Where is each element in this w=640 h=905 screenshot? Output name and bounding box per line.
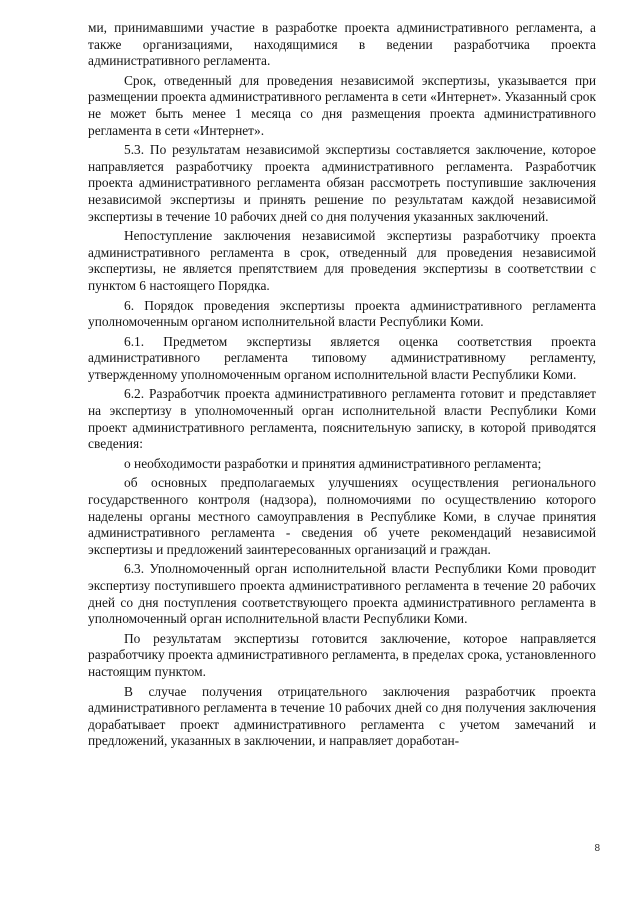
paragraph-expertise-term: Срок, отведенный для проведения независимой экспертизы, указывается при размещении проекта административного регламента в сети «Интернет». Указанный срок не может быть менее 1 месяца со дня размещения проекта административного регламента в сети «Интернет». bbox=[88, 72, 596, 138]
paragraph-6-2: 6.2. Разработчик проекта административного регламента готовит и представляет на экспертизу в уполномоченный орган исполнительной власти Республики Коми проект административного регламента, пояснительную записку, в которой приводятся сведения: bbox=[88, 386, 596, 452]
paragraph-6-3: 6.3. Уполномоченный орган исполнительной власти Республики Коми проводит экспертизу поступившего проекта административного регламента в течение 20 рабочих дней со дня поступления соответствующего проекта административного регламента в уполномоченный орган исполнительной власти Республики Коми. bbox=[88, 561, 596, 627]
paragraph-necessity: о необходимости разработки и принятия административного регламента; bbox=[124, 455, 542, 471]
section-6-heading: 6. Порядок проведения экспертизы проекта административного регламента уполномоченным органом исполнительной власти Республики Коми. bbox=[88, 297, 596, 330]
paragraph-improvements: об основных предполагаемых улучшениях осуществления регионального государственного контроля (надзора), полномочиями по осуществлению которого наделены органы местного самоуправления в Республике Коми, в случае принятия административного регламента - сведения об учете рекомендаций независимой экспертизы и предложений заинтересованных организаций и граждан. bbox=[88, 475, 596, 557]
paragraph-conclusion: По результатам экспертизы готовится заключение, которое направляется разработчику проекта административного регламента, в пределах срока, установленного настоящим пунктом. bbox=[88, 630, 596, 679]
paragraph-non-receipt: Непоступление заключения независимой экспертизы разработчику проекта административного регламента в срок, отведенный для проведения независимой экспертизы, не является препятствием для проведения экспертизы в соответствии с пунктом 6 настоящего Порядка. bbox=[88, 228, 596, 293]
paragraph-5-3: 5.3. По результатам независимой экспертизы составляется заключение, которое направляется разработчику проекта административного регламента. Разработчик проекта административного регламента обязан рассмотреть поступившие заключения независимой экспертизы и принять решение по результатам каждой независимой экспертизы в течение 10 рабочих дней со дня получения указанных заключений. bbox=[88, 142, 596, 224]
paragraph-continuation: ми, принимавшими участие в разработке проекта административного регламента, а также организациями, находящимися в ведении разработчика проекта административного регламента. bbox=[88, 20, 596, 69]
paragraph-negative-conclusion: В случае получения отрицательного заключения разработчик проекта административного регламента в течение 10 рабочих дней со дня получения заключения дорабатывает проект административного регламента с учетом замечаний и предложений, указанных в заключении, и направляет доработан- bbox=[88, 683, 596, 749]
document-body bbox=[88, 20, 596, 753]
paragraph-6-1: 6.1. Предметом экспертизы является оценка соответствия проекта административного регламента типовому административному регламенту, утвержденному уполномоченным органом исполнительной власти Республики Коми. bbox=[88, 333, 596, 382]
page-number: 8 bbox=[594, 843, 600, 854]
